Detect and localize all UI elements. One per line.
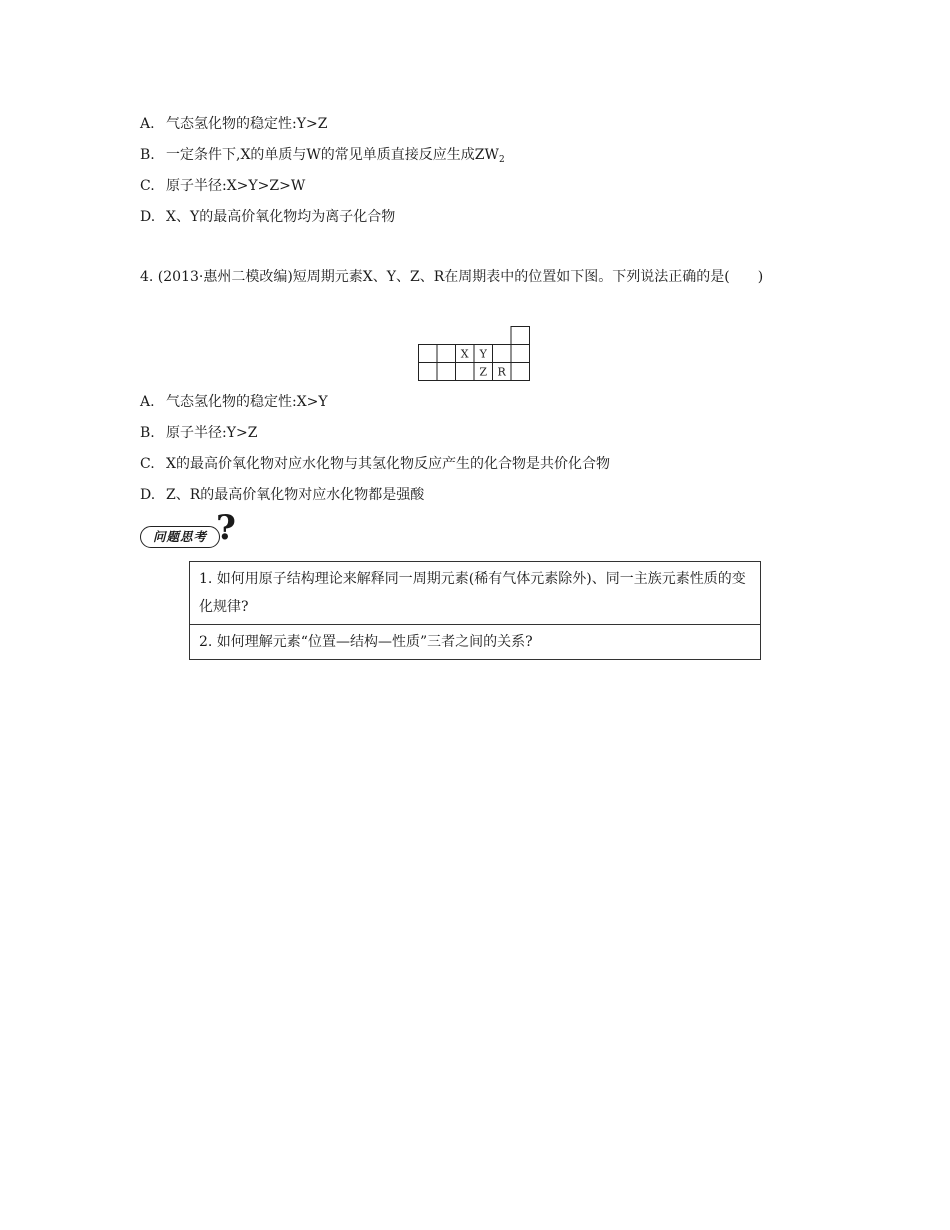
cell-r: R: [497, 365, 506, 379]
option-letter: D.: [140, 209, 156, 225]
option-text: Z、R的最高价氧化物对应水化物都是强酸: [166, 487, 425, 503]
think-question: 2. 如何理解元素“位置—结构—性质”三者之间的关系?: [190, 624, 760, 659]
q3-option-a: [140, 114, 327, 134]
subscript: 2: [498, 155, 505, 165]
cell-x: X: [460, 347, 469, 361]
option-letter: A.: [140, 116, 155, 132]
option-letter: B.: [140, 425, 155, 441]
option-letter: A.: [140, 394, 155, 410]
q4-option-a: [140, 392, 328, 412]
periodic-table-figure: [418, 326, 532, 382]
cell-y: Y: [479, 347, 487, 361]
question-mark-icon: ?: [216, 508, 236, 548]
option-letter: C.: [140, 456, 155, 472]
q4-option-b: [140, 423, 257, 443]
q3-option-b: [140, 145, 505, 170]
q4-option-d: [140, 485, 424, 505]
q4-stem: 4. (2013·惠州二模改编)短周期元素X、Y、Z、R在周期表中的位置如下图。下列说法正确的是( ): [140, 269, 764, 285]
option-text: X、Y的最高价氧化物均为离子化合物: [166, 209, 396, 225]
q4-option-c: [140, 454, 610, 474]
option-letter: D.: [140, 487, 156, 503]
think-badge-label: 问题思考: [140, 526, 220, 548]
think-questions-box: [189, 561, 761, 660]
option-text: 原子半径:Y>Z: [166, 425, 258, 441]
option-text: 气态氢化物的稳定性:X>Y: [166, 394, 328, 410]
option-text: 一定条件下,X的单质与W的常见单质直接反应生成ZW: [166, 147, 499, 163]
option-text: X的最高价氧化物对应水化物与其氢化物反应产生的化合物是共价化合物: [166, 456, 610, 472]
q3-option-c: [140, 176, 305, 196]
think-question: 1. 如何用原子结构理论来解释同一周期元素(稀有气体元素除外)、同一主族元素性质的变化规律?: [199, 571, 746, 615]
cell-z: Z: [479, 365, 488, 379]
q3-option-d: [140, 207, 395, 227]
think-section-badge: [136, 508, 240, 552]
option-text: 原子半径:X>Y>Z>W: [166, 178, 306, 194]
option-letter: C.: [140, 178, 155, 194]
periodic-table-grid: [418, 326, 532, 382]
option-letter: B.: [140, 147, 155, 163]
option-text: 气态氢化物的稳定性:Y>Z: [166, 116, 328, 132]
